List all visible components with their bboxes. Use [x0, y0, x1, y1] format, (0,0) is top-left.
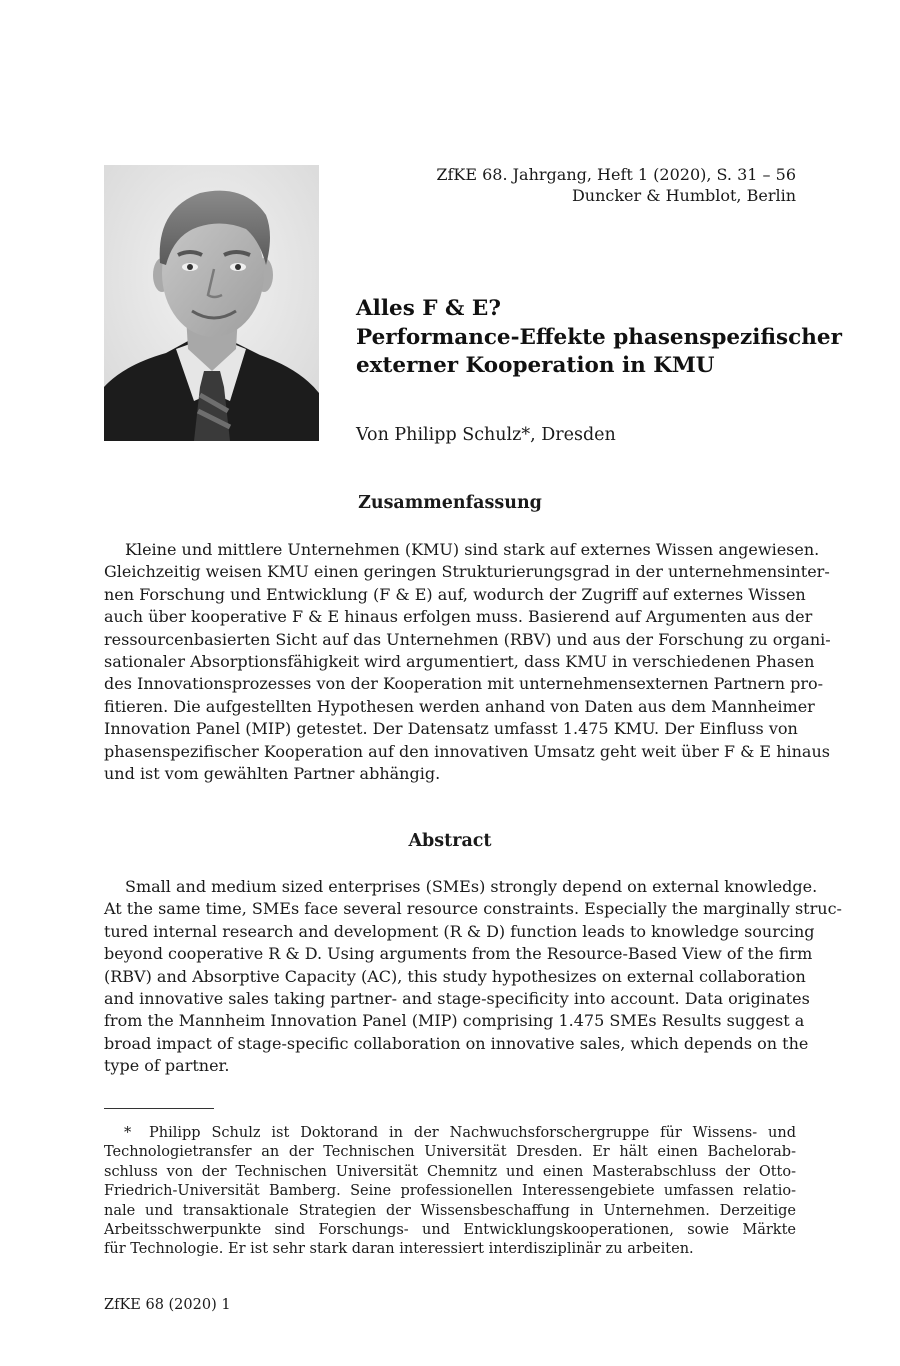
text-line: (RBV) and Absorptive Capacity (AC), this study hypothesizes on external collaboration — [104, 966, 806, 986]
text-line: ressourcenbasierten Sicht auf das Unternehmen (RBV) und aus der Forschung zu organi- — [104, 629, 831, 649]
text-line: Small and medium sized enterprises (SMEs) strongly depend on external knowledge. — [125, 877, 818, 896]
article-title — [356, 295, 842, 381]
text-line: Gleichzeitig weisen KMU einen geringen Strukturierungsgrad in der unternehmensinter- — [104, 562, 830, 582]
text-line: broad impact of stage-specific collaboration on innovative sales, which depends on the — [104, 1033, 809, 1053]
text-line: sationaler Absorptionsfähigkeit wird argumentiert, dass KMU in verschiedenen Phasen — [104, 652, 815, 672]
zusammenfassung-body — [104, 539, 831, 785]
title-line-3: externer Kooperation in KMU — [356, 353, 715, 378]
footnote-line — [104, 1124, 796, 1143]
text-line: auch über kooperative F & E hinaus erfolgen muss. Basierend auf Argumenten aus der — [104, 607, 813, 627]
text-line: fitieren. Die aufgestellten Hypothesen werden anhand von Daten aus dem Mannheimer — [104, 696, 815, 716]
text-line: type of partner. — [104, 1056, 230, 1076]
text-line: Kleine und mittlere Unternehmen (KMU) sind stark auf externes Wissen angewiesen. — [125, 540, 820, 559]
text-line: phasenspezifischer Kooperation auf den innovativen Umsatz geht weit über F & E hinaus — [104, 741, 830, 761]
text-line: nen Forschung und Entwicklung (F & E) auf, wodurch der Zugriff auf externes Wissen — [104, 584, 806, 604]
footnote-marker: * — [124, 1125, 132, 1141]
footnote-line: schluss von der Technischen Universität Chemnitz und einen Masterabschluss der Otto- — [104, 1163, 796, 1180]
text-line: At the same time, SMEs face several resource constraints. Especially the marginally struc- — [104, 899, 842, 919]
text-line: and innovative sales taking partner- and stage-specificity into account. Data originates — [104, 989, 810, 1009]
text-line: beyond cooperative R & D. Using arguments from the Resource-Based View of the firm — [104, 944, 813, 964]
title-line-1: Alles F & E? — [356, 296, 501, 321]
text-line: des Innovationsprozesses von der Kooperation mit unternehmensexternen Partnern pro- — [104, 674, 824, 694]
text-line: from the Mannheim Innovation Panel (MIP) comprising 1.475 SMEs Results suggest a — [104, 1011, 805, 1031]
title-line-2: Performance-Effekte phasenspezifischer — [356, 324, 842, 350]
page-footer: ZfKE 68 (2020) 1 — [104, 1297, 231, 1313]
author-line: Von Philipp Schulz*, Dresden — [356, 425, 616, 445]
abstract-body — [104, 876, 842, 1078]
footnote-line: Arbeitsschwerpunkte sind Forschungs- und Entwicklungskooperationen, sowie Märkte — [104, 1222, 796, 1239]
zusammenfassung-heading: Zusammenfassung — [358, 493, 542, 513]
author-footnote — [104, 1124, 796, 1260]
author-portrait — [104, 165, 319, 441]
footnote-line: Technologietransfer an der Technischen Universität Dresden. Er hält einen Bachelorab- — [104, 1144, 796, 1161]
text-line: und ist vom gewählten Partner abhängig. — [104, 764, 441, 784]
text-line: Innovation Panel (MIP) getestet. Der Datensatz umfasst 1.475 KMU. Der Einfluss von — [104, 719, 798, 739]
footnote-line: für Technologie. Er ist sehr stark daran interessiert interdisziplinär zu arbeiten. — [104, 1241, 694, 1258]
footnote-line: nale und transaktionale Strategien der Wissensbeschaffung in Unternehmen. Derzeitige — [104, 1202, 796, 1219]
footnote-text: Philipp Schulz ist Doktorand in der Nachwuchsforschergruppe für Wissens- und — [149, 1125, 796, 1141]
footnote-line: Friedrich-Universität Bamberg. Seine professionellen Interessengebiete umfassen relatio- — [104, 1183, 796, 1200]
footnote-divider — [104, 1108, 214, 1109]
author-portrait-photo — [104, 165, 319, 441]
publisher: Duncker & Humblot, Berlin — [571, 186, 796, 205]
journal-citation: ZfKE 68. Jahrgang, Heft 1 (2020), S. 31 – 56 — [436, 165, 796, 184]
text-line: tured internal research and development (R & D) function leads to knowledge sourcing — [104, 921, 815, 941]
journal-info — [376, 164, 796, 206]
abstract-heading: Abstract — [408, 831, 492, 851]
